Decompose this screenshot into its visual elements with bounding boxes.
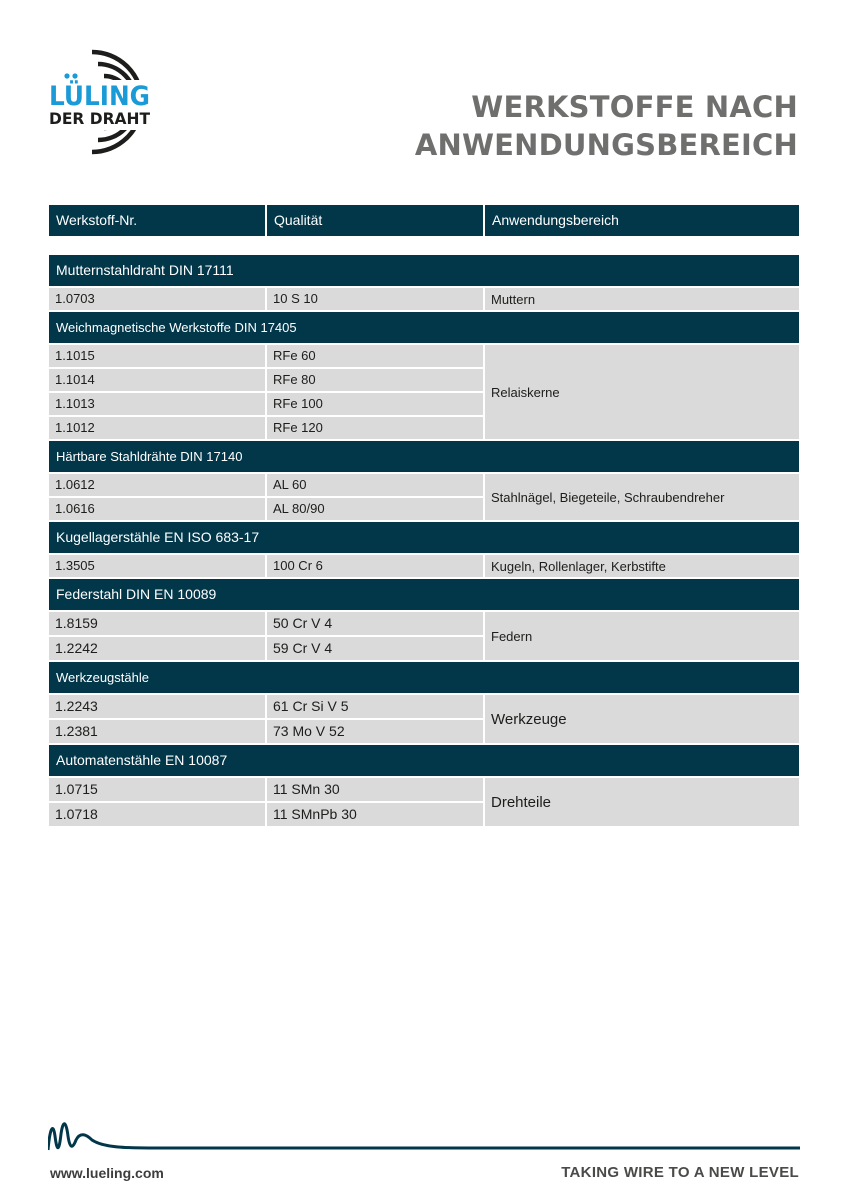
cell-qualitaet: 11 SMnPb 30 <box>267 803 483 826</box>
footer-wire-wave-icon <box>48 1118 800 1154</box>
cell-anwendungsbereich: Federn <box>485 612 799 660</box>
cell-qualitaet: 50 Cr V 4 <box>267 612 483 635</box>
cell-qualitaet: 73 Mo V 52 <box>267 720 483 743</box>
cell-werkstoff-nr: 1.0612 <box>49 474 265 496</box>
table-group <box>49 312 799 439</box>
cell-qualitaet: 10 S 10 <box>267 288 483 310</box>
cell-qualitaet: 61 Cr Si V 5 <box>267 695 483 718</box>
cell-werkstoff-nr: 1.1012 <box>49 417 265 439</box>
header-werkstoff-nr: Werkstoff-Nr. <box>49 205 265 236</box>
table-group <box>49 441 799 520</box>
table-header <box>49 205 799 236</box>
cell-anwendungsbereich: Stahlnägel, Biegeteile, Schraubendreher <box>485 474 799 520</box>
table-group <box>49 662 799 743</box>
cell-werkstoff-nr: 1.2242 <box>49 637 265 660</box>
header-anwendungsbereich: Anwendungsbereich <box>485 205 799 236</box>
cell-werkstoff-nr: 1.1013 <box>49 393 265 415</box>
logo-text-brand: LÜLING <box>49 81 160 112</box>
cell-werkstoff-nr: 1.1014 <box>49 369 265 391</box>
group-heading: Automatenstähle EN 10087 <box>49 745 799 776</box>
logo-text-tagline: DER DRAHT <box>49 109 151 128</box>
group-heading: Kugellagerstähle EN ISO 683-17 <box>49 522 799 553</box>
cell-qualitaet: 11 SMn 30 <box>267 778 483 801</box>
cell-qualitaet: RFe 80 <box>267 369 483 391</box>
cell-anwendungsbereich: Kugeln, Rollenlager, Kerbstifte <box>485 555 799 577</box>
cell-anwendungsbereich: Relaiskerne <box>485 345 799 439</box>
cell-qualitaet: 59 Cr V 4 <box>267 637 483 660</box>
cell-werkstoff-nr: 1.0715 <box>49 778 265 801</box>
page-title <box>415 88 798 164</box>
cell-werkstoff-nr: 1.2381 <box>49 720 265 743</box>
table-group <box>49 255 799 310</box>
cell-qualitaet: RFe 100 <box>267 393 483 415</box>
page-title-line1: WERKSTOFFE NACH <box>471 90 798 124</box>
cell-werkstoff-nr: 1.1015 <box>49 345 265 367</box>
cell-anwendungsbereich: Muttern <box>485 288 799 310</box>
cell-werkstoff-nr: 1.0703 <box>49 288 265 310</box>
group-heading: Werkzeugstähle <box>49 662 799 693</box>
group-body <box>49 555 799 577</box>
cell-qualitaet: AL 80/90 <box>267 498 483 520</box>
group-body <box>49 612 799 660</box>
group-heading: Mutternstahldraht DIN 17111 <box>49 255 799 286</box>
cell-qualitaet: RFe 60 <box>267 345 483 367</box>
table-group <box>49 745 799 826</box>
footer-website-link[interactable]: www.lueling.com <box>50 1165 164 1181</box>
cell-werkstoff-nr: 1.2243 <box>49 695 265 718</box>
group-body <box>49 778 799 826</box>
cell-werkstoff-nr: 1.3505 <box>49 555 265 577</box>
group-heading: Federstahl DIN EN 10089 <box>49 579 799 610</box>
cell-anwendungsbereich: Drehteile <box>485 778 799 826</box>
group-body <box>49 474 799 520</box>
cell-anwendungsbereich: Werkzeuge <box>485 695 799 743</box>
table-group <box>49 579 799 660</box>
group-body <box>49 288 799 310</box>
header-qualitaet: Qualität <box>267 205 483 236</box>
cell-werkstoff-nr: 1.0616 <box>49 498 265 520</box>
cell-qualitaet: AL 60 <box>267 474 483 496</box>
cell-werkstoff-nr: 1.8159 <box>49 612 265 635</box>
footer-slogan: TAKING WIRE TO A NEW LEVEL <box>561 1164 799 1181</box>
group-heading: Härtbare Stahldrähte DIN 17140 <box>49 441 799 472</box>
cell-qualitaet: RFe 120 <box>267 417 483 439</box>
group-heading: Weichmagnetische Werkstoffe DIN 17405 <box>49 312 799 343</box>
group-body <box>49 695 799 743</box>
group-body <box>49 345 799 439</box>
page-title-line2: ANWENDUNGSBEREICH <box>414 128 798 162</box>
table-group <box>49 522 799 577</box>
materials-table <box>49 205 799 826</box>
company-logo <box>48 46 204 158</box>
cell-werkstoff-nr: 1.0718 <box>49 803 265 826</box>
cell-qualitaet: 100 Cr 6 <box>267 555 483 577</box>
